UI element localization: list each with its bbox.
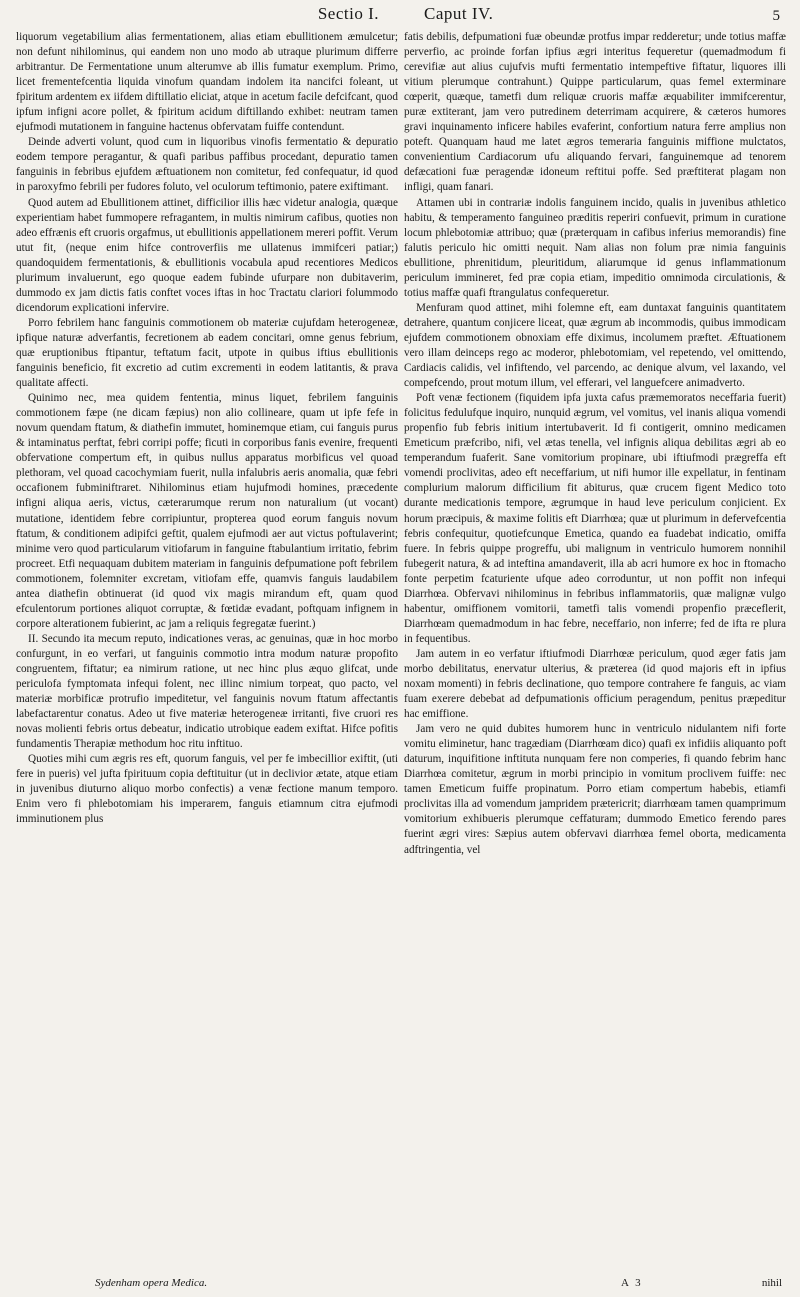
paragraph: fatis debilis, defpumationi fuæ obeundæ protfus impar redderetur; unde totius maffæ perverfio, ac proinde forfan ipfius ægri interitus fequeretur (quemadmodum fi cerevifiæ aut alius cujufvis mufti fermentatio intempeftive fiftatur, liquores illi vitium plerumque contrahunt.) Quippe particularum, quas femel exterminare cœperit, quæque, tametfi dum reliquæ cruoris maffæ æquabiliter immifcerentur, puræ extiterant, jam vero putredinem deterrimam acquirere, & cæteros humores gravi inquinamento inficere habiles evaferint, confortium natura ferre amplius non poteft. Quanquam haud me latet ægros temeraria fanguinis miffione mulctatos, convenientium Cardiacorum ufu aliquando fervari, fanguinemque ad tenorem defæcationi fuæ peragendæ idoneum reftitui poffe. Sed præftiterat plagam non infligi, quam fanari.	[404, 31, 786, 194]
paragraph: Porro febrilem hanc fanguinis commotionem ob materiæ cujufdam heterogeneæ, ipfique naturæ adverfantis, fecretionem ab eadem concitari, omne genus febrium, quæ eruptionibus ftipantur, teftatum facit, utpote in quibus iftius ebullitionis fanguinis beneficio, fit excretio ad cutim excrementi in eodem latitantis, & prava qualitate affecti.	[16, 316, 398, 390]
paragraph: liquorum vegetabilium alias fermentationem, alias etiam ebullitionem æmulcetur; non defunt nihilominus, qui eandem non uno modo ab utraque plurimum differre arbitrantur. De Fermentatione unum alterumve ab illis fumatur exemplum. Primo, licet frementefcentia liquida vinofum quandam indolem ita nancifci foleant, ut fpiritum ardentem ex iifdem diftillatio eliciat, atque in acetum facile defcifcant, quod ipfum infigni acore pollet, & fpiritum acidum diftillando exhibet: neutram tamen ejufmodi mutationem in fanguine hactenus obfervatam fuiffe contendunt.	[16, 31, 398, 134]
paragraph: Jam autem in eo verfatur iftiufmodi Diarrhœæ periculum, quod æger fatis jam morbo debilitatus, enervatur ulterius, & præterea (id quod majoris eft in ipfius noxam momenti) in febris declinatione, quo tempore contrahere fe fanguis, ac viam fuam exerere debebat ad defpumationis officium peragendum, penitus præpeditur hac emiffione.	[404, 647, 786, 721]
running-head-chapter: Caput IV.	[424, 4, 494, 23]
paragraph: Quinimo nec, mea quidem fententia, minus liquet, febrilem fanguinis commotionem fæpe (ne dicam fæpius) non alio collineare, quam ut ipfe fefe in novum quendam ftatum, & diathefin immutet, hominemque etiam, cui fanguis purus & intaminatus perftat, febri corripi poffe; ficuti in corporibus fanis evenire, frequenti obfervatione compertum eft, in quibus nullus apparatus morbificus vel quoad plethoram, vel quoad cacochymiam fuerit, nulla infalubris aeris anomalia, quæ febri occafionem fubminiftraret. Nihilominus etiam hujufmodi homines, præcedente infigni aliqua aeris, victus, cæterarumque rerum non naturalium (ut vocant) mutatione, identidem febre corripiuntur, propterea quod eorum fanguis novum ftatum, & conditionem adipifci geftit, qualem ejufmodi aer aut victus poftulaverint; minime vero quod particularum vitiofarum in fanguine ftabulantium irritatio, febrim procreet. Etfi nequaquam dubitem materiam in fanguinis defpumatione poft febrilem commotionem, folemniter excretam, vitiofam effe, quamvis fanguis laudabilem antea diathefin obtinuerat (id quod vix magis mirandum eft, quam quod efculentorum portiones aliquot corruptæ, & fœtidæ evadant, poftquam infignem in corpore alterationem fubierint, ac jam a reliquis fegregatæ fuerint.)	[16, 392, 398, 630]
paragraph: II. Secundo ita mecum reputo, indicationes veras, ac genuinas, quæ in hoc morbo confurgunt, in eo verfari, ut fanguinis commotio intra modum naturæ propofito congruentem, fiftatur; ea nimirum ratione, ut nec hinc plus æquo glifcat, unde periculofa fymptomata infequi folent, nec illinc nimium torpeat, quo pacto, vel materiæ morbificæ protrufio impeditetur, vel fanguinis novum ftatum affectantis labefactarentur conatus. Adeo ut five materiæ heterogeneæ irritanti, five cruori res novas molienti febris ortus debeatur, indicatio utrobique eadem exiftat. Hifce pofitis fundamentis Therapiæ methodum hoc ritu inftituo.	[16, 632, 398, 751]
paragraph: Quoties mihi cum ægris res eft, quorum fanguis, vel per fe imbecillior exiftit, (uti fere in pueris) vel jufta fpirituum copia deftituitur (ut in declivior ætate, atque etiam in juvenibus diuturno aliquo morbo confectis) a venæ fectione manum temporo. Enim vero fi phlebotomiam his imperarem, fanguis etiamnum citra ejufmodi imminutionem plus	[16, 753, 398, 826]
left-column	[16, 30, 398, 1285]
footer-signature: Sydenham opera Medica.	[95, 1277, 208, 1289]
paragraph: Deinde adverti volunt, quod cum in liquoribus vinofis fermentatio & depuratio eodem tempore peragantur, & quafi paribus paffibus procedant, depuratio tamen fanguinis in febribus ejufdem æftuationem non comitetur, fed confequatur, id quod in paroxyfmo febrili per fudores foluto, vel oculorum teftimonio, patere exiftimant.	[16, 136, 398, 194]
paragraph: Poft venæ fectionem (fiquidem ipfa juxta cafus præmemoratos neceffaria fuerit) folicitus fedulufque inquiro, nunquid ægrum, vel vomitus, vel inanis aliqua vomendi propenfio fub febris initium intertubaverit. Id fi contigerit, omnino medicamen Emeticum præfcribo, nifi, vel ætas tenella, vel infignis aliqua debilitas ægri ab eo temperandum fuaferit. Sane vomitorium propinare, ubi iftiufmodi prægreffa eft vomendi proclivitas, adeo eft neceffarium, ut nifi humor ille expellatur, in fentinam complurium malorum difficilium fit abiturus, quæ crucem figent Medico toto durante medicationis tempore, ægrumque in haud leve periculum conjicient. Ex horum præcipuis, & maxime folitis eft Diarrhœa; quæ ut plurimum in defervefcentia febris confequitur, quotiefcunque Emetica, quando ea fuadebat indicatio, omiffa fuere. In febris quippe progreffu, ubi malignum in ventriculo humorem nonnihil fubegerit natura, & ad inteftina amandaverit, illa ab acri humore ex hoc in ftomacho fonte perpetim fcaturiente ufque adeo corroduntur, ut non poffit non infequi Diarrhœa. Obfervavi nihilominus in febribus inflammatoriis, quæ malignæ vulgo habentur, omiffionem vomitorii, tametfi talis vomendi propenfio præceflerit, Diarrhœam quemadmodum in hac febre, neceffario, non inferre; fed de ifta re plura in fequentibus.	[404, 392, 786, 645]
running-head-section: Sectio I.	[317, 4, 379, 23]
page-number: 5	[772, 8, 780, 24]
catchword: nihil	[761, 1277, 782, 1289]
signature-mark: A 3	[621, 1277, 643, 1289]
paragraph: Menfuram quod attinet, mihi folemne eft, eam duntaxat fanguinis quantitatem detrahere, quantum conjicere liceat, quæ ægrum ab incommodis, quibus immodicam ejufdem commotionem obnoxiam effe diximus, incolumem præftet. Æftuationem vero illam deinceps rego ac moderor, phlebotomiam, vel repetendo, vel omittendo, Cardiacis calidis, vel infiftendo, vel parcendo, ac denique alvum, vel laxando, vel compefcendo, prout motum illum, vel efferari, vel languefcere animadverto.	[404, 301, 786, 390]
right-column	[404, 30, 786, 1285]
paragraph: Quod autem ad Ebullitionem attinet, difficilior illis hæc videtur analogia, quæque experientiam habet fummopere refragantem, in multis nimirum cafibus, quoties non adeo effrænis eft cruoris orgafmus, ut ebullitionis appellationem mereri poffit. Verum utut fit, (neque enim hifce controverfiis me ullatenus immifceri patiar;) quandoquidem fermentationis, & ebullitionis vocabula apud recentiores Medicos plurimum invaluerunt, ego quoque eadem fubinde ufurpare non dubitaverim, dummodo ex jam dictis fatis conftet voces iftas in hoc Tractatu clariori folummodo dicendorum explicationi infervire.	[16, 196, 398, 314]
text-columns	[16, 30, 786, 1285]
paragraph: Jam vero ne quid dubites humorem hunc in ventriculo nidulantem nifi forte vomitu eliminetur, hanc tragædiam (Diarrhœam dico) quafi ex infidiis aliquanto poft daturum, inquifitione inftituta nunquam fere non comperies, fi quando febrim hanc Diarrhœa comitetur, ægrum in morbi principio in vomitum proclivem fuiffe: nec tamen Emeticum fuiffe propinatum. Porro etiam compertum habebis, etiamfi proclivitas illa ad vomendum jampridem prætericrit; diarrhœam tamen quamprimum vomitorium exhibueris plerumque ceffaturam; dummodo Emetico ferendo pares fuerint ægri vires: Sæpius autem obfervavi diarrhœa femel oborta, medicamenta adftringentia, vel	[404, 723, 786, 856]
paragraph: Attamen ubi in contrariæ indolis fanguinem incido, qualis in juvenibus athletico habitu, & temperamento fanguineo præditis reperiri confuevit, primum in curatione locum phlebotomiæ attribuo; quæ (præterquam in cafibus inferius memorandis) fine falutis periculo hic omitti nequit. Nam alias non folum præ nimia fanguinis ebullitione, phrenitidum, pleuritidum, aliarumque id genus inflammationum periculum immineret, fed præ copia etiam, impeditio omnimoda circulationis, & totius maffæ quafi ftrangulatus confequeretur.	[404, 196, 786, 299]
running-head	[16, 0, 786, 30]
